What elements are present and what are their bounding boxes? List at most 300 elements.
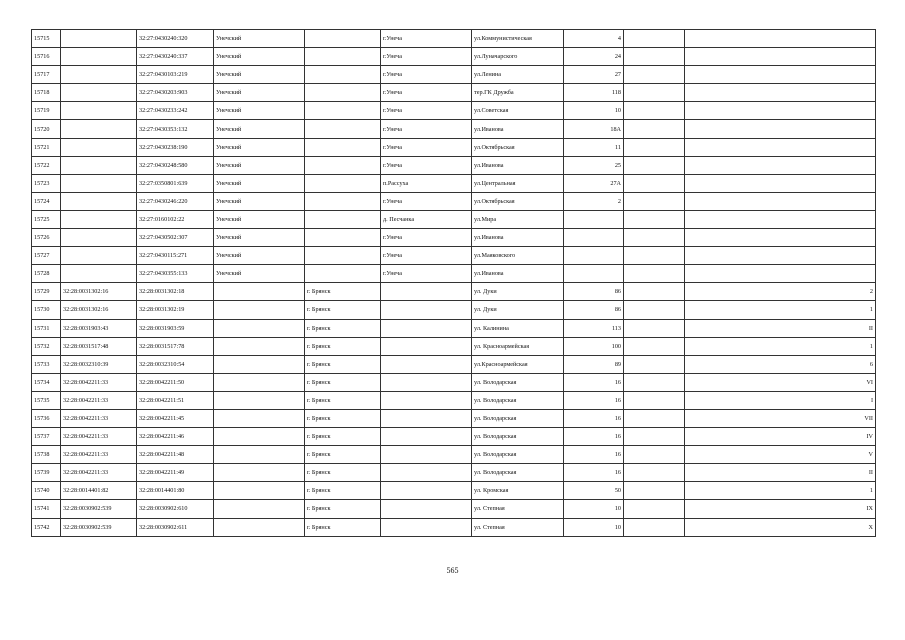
table-row xyxy=(32,84,876,102)
cell-street: ул. Кромская xyxy=(472,482,564,500)
cell-city xyxy=(305,192,381,210)
cell-house: 16 xyxy=(564,391,624,409)
cell-extra xyxy=(624,66,685,84)
cell-number: 15729 xyxy=(32,283,61,301)
cell-cadastral-number: 32:27:0160102:22 xyxy=(137,210,214,228)
cell-district: Унечский xyxy=(214,174,305,192)
cell-street: ул.Иванова xyxy=(472,156,564,174)
cell-premises xyxy=(685,30,876,48)
cell-locality xyxy=(381,482,472,500)
table-row xyxy=(32,48,876,66)
cell-district: Унечский xyxy=(214,138,305,156)
cell-street: ул.Луначарского xyxy=(472,48,564,66)
cell-locality xyxy=(381,518,472,536)
cell-number: 15733 xyxy=(32,355,61,373)
cell-extra xyxy=(624,301,685,319)
cell-city: г. Брянск xyxy=(305,446,381,464)
cell-cadastral-number: 32:27:0350801:639 xyxy=(137,174,214,192)
cell-locality: г.Унеча xyxy=(381,192,472,210)
cell-cadastral-number: 32:27:0430203:903 xyxy=(137,84,214,102)
cell-locality xyxy=(381,428,472,446)
cell-locality: г.Унеча xyxy=(381,265,472,283)
cell-cadastral-number: 32:27:0430246:220 xyxy=(137,192,214,210)
cell-premises: V xyxy=(685,446,876,464)
cell-previous-cadastral xyxy=(61,30,137,48)
cell-extra xyxy=(624,464,685,482)
cell-extra xyxy=(624,319,685,337)
cell-locality: г.Унеча xyxy=(381,30,472,48)
cell-locality: г.Унеча xyxy=(381,84,472,102)
cell-premises xyxy=(685,48,876,66)
cell-locality: д. Песчанка xyxy=(381,210,472,228)
cell-number: 15728 xyxy=(32,265,61,283)
cell-city: г. Брянск xyxy=(305,428,381,446)
cell-house: 2 xyxy=(564,192,624,210)
table-row xyxy=(32,66,876,84)
table-row xyxy=(32,102,876,120)
cell-street: ул. Володарская xyxy=(472,428,564,446)
table-row xyxy=(32,229,876,247)
cell-district: Унечский xyxy=(214,229,305,247)
cell-previous-cadastral xyxy=(61,138,137,156)
cell-district xyxy=(214,428,305,446)
cell-house: 27А xyxy=(564,174,624,192)
cell-number: 15726 xyxy=(32,229,61,247)
cell-locality: г.Унеча xyxy=(381,156,472,174)
table-row xyxy=(32,247,876,265)
cell-premises xyxy=(685,156,876,174)
cell-extra xyxy=(624,229,685,247)
cell-city xyxy=(305,265,381,283)
cell-previous-cadastral xyxy=(61,48,137,66)
cell-premises: VII xyxy=(685,409,876,427)
cell-extra xyxy=(624,138,685,156)
cell-extra xyxy=(624,337,685,355)
cell-previous-cadastral xyxy=(61,210,137,228)
cell-cadastral-number: 32:27:0430238:190 xyxy=(137,138,214,156)
cell-extra xyxy=(624,265,685,283)
cell-district: Унечский xyxy=(214,120,305,138)
cell-premises: II xyxy=(685,464,876,482)
cell-locality xyxy=(381,319,472,337)
cell-house: 4 xyxy=(564,30,624,48)
cell-street: ул. Красноармейская xyxy=(472,337,564,355)
cell-city: г. Брянск xyxy=(305,482,381,500)
cell-previous-cadastral xyxy=(61,102,137,120)
cell-cadastral-number: 32:27:0430233:242 xyxy=(137,102,214,120)
cell-number: 15725 xyxy=(32,210,61,228)
cell-district xyxy=(214,373,305,391)
cell-premises xyxy=(685,192,876,210)
cell-district: Унечский xyxy=(214,48,305,66)
cell-number: 15723 xyxy=(32,174,61,192)
cell-extra xyxy=(624,283,685,301)
cell-locality: г.Унеча xyxy=(381,48,472,66)
cell-cadastral-number: 32:28:0042211:49 xyxy=(137,464,214,482)
cell-number: 15738 xyxy=(32,446,61,464)
cell-cadastral-number: 32:28:0042211:46 xyxy=(137,428,214,446)
cell-number: 15727 xyxy=(32,247,61,265)
cell-district: Унечский xyxy=(214,102,305,120)
cell-cadastral-number: 32:27:0430103:219 xyxy=(137,66,214,84)
cell-cadastral-number: 32:27:0430240:320 xyxy=(137,30,214,48)
cell-city: г. Брянск xyxy=(305,409,381,427)
cell-cadastral-number: 32:28:0031302:18 xyxy=(137,283,214,301)
cell-house: 118 xyxy=(564,84,624,102)
cell-district xyxy=(214,482,305,500)
cell-premises xyxy=(685,138,876,156)
cell-city: г. Брянск xyxy=(305,319,381,337)
cell-city: г. Брянск xyxy=(305,301,381,319)
cell-previous-cadastral xyxy=(61,229,137,247)
cell-locality xyxy=(381,409,472,427)
cell-previous-cadastral: 32:28:0042211:33 xyxy=(61,373,137,391)
cell-number: 15722 xyxy=(32,156,61,174)
cell-street: ул.Октябрьская xyxy=(472,192,564,210)
cell-locality: г.Унеча xyxy=(381,102,472,120)
cell-city: г. Брянск xyxy=(305,464,381,482)
cell-premises xyxy=(685,66,876,84)
cell-previous-cadastral xyxy=(61,156,137,174)
cell-city: г. Брянск xyxy=(305,500,381,518)
cell-cadastral-number: 32:27:0430115:271 xyxy=(137,247,214,265)
cell-previous-cadastral: 32:28:0042211:33 xyxy=(61,428,137,446)
cell-extra xyxy=(624,174,685,192)
cell-district: Унечский xyxy=(214,265,305,283)
cell-street: ул. Дуки xyxy=(472,301,564,319)
table-row xyxy=(32,210,876,228)
cell-extra xyxy=(624,482,685,500)
cell-cadastral-number: 32:27:0430353:132 xyxy=(137,120,214,138)
cell-premises xyxy=(685,229,876,247)
cell-extra xyxy=(624,247,685,265)
cell-street: ул.Центральная xyxy=(472,174,564,192)
cell-locality xyxy=(381,446,472,464)
cell-district xyxy=(214,355,305,373)
cell-district xyxy=(214,464,305,482)
cell-premises xyxy=(685,102,876,120)
cell-city xyxy=(305,84,381,102)
table-row xyxy=(32,319,876,337)
cell-street: ул. Калинина xyxy=(472,319,564,337)
cell-extra xyxy=(624,391,685,409)
cell-locality xyxy=(381,283,472,301)
cell-previous-cadastral xyxy=(61,247,137,265)
cell-extra xyxy=(624,210,685,228)
cell-city: г. Брянск xyxy=(305,373,381,391)
cell-cadastral-number: 32:27:0430248:580 xyxy=(137,156,214,174)
cell-extra xyxy=(624,102,685,120)
cell-extra xyxy=(624,355,685,373)
cell-cadastral-number: 32:28:0030902:611 xyxy=(137,518,214,536)
cell-cadastral-number: 32:27:0430502:307 xyxy=(137,229,214,247)
cell-house: 16 xyxy=(564,446,624,464)
cell-house: 100 xyxy=(564,337,624,355)
cell-house xyxy=(564,247,624,265)
cell-extra xyxy=(624,30,685,48)
cell-extra xyxy=(624,192,685,210)
cell-house xyxy=(564,210,624,228)
cell-street: ул.Мира xyxy=(472,210,564,228)
table-row xyxy=(32,355,876,373)
cell-city xyxy=(305,156,381,174)
cell-number: 15734 xyxy=(32,373,61,391)
cell-locality xyxy=(381,301,472,319)
cell-house: 27 xyxy=(564,66,624,84)
cell-previous-cadastral: 32:28:0014401:82 xyxy=(61,482,137,500)
cell-city: г. Брянск xyxy=(305,355,381,373)
cell-number: 15730 xyxy=(32,301,61,319)
cell-cadastral-number: 32:28:0014401:80 xyxy=(137,482,214,500)
cell-premises: X xyxy=(685,518,876,536)
cell-city: г. Брянск xyxy=(305,283,381,301)
cell-extra xyxy=(624,48,685,66)
cell-premises: VI xyxy=(685,373,876,391)
cell-premises xyxy=(685,247,876,265)
cell-premises: 1 xyxy=(685,482,876,500)
table-row xyxy=(32,120,876,138)
cell-locality xyxy=(381,355,472,373)
cell-number: 15718 xyxy=(32,84,61,102)
cell-premises: 1 xyxy=(685,337,876,355)
cell-house: 16 xyxy=(564,428,624,446)
cell-street: тер.ГК Дружба xyxy=(472,84,564,102)
cell-house: 86 xyxy=(564,301,624,319)
cell-district xyxy=(214,409,305,427)
cell-street: ул.Иванова xyxy=(472,265,564,283)
cell-previous-cadastral: 32:28:0030902:539 xyxy=(61,500,137,518)
cell-number: 15717 xyxy=(32,66,61,84)
cell-previous-cadastral: 32:28:0042211:33 xyxy=(61,409,137,427)
cell-house: 16 xyxy=(564,409,624,427)
cell-house xyxy=(564,229,624,247)
table-row xyxy=(32,482,876,500)
table-row xyxy=(32,391,876,409)
cell-number: 15737 xyxy=(32,428,61,446)
cell-previous-cadastral: 32:28:0042211:33 xyxy=(61,446,137,464)
cell-previous-cadastral: 32:28:0032310:39 xyxy=(61,355,137,373)
cell-city xyxy=(305,174,381,192)
cell-previous-cadastral: 32:28:0031302:16 xyxy=(61,301,137,319)
table-row xyxy=(32,138,876,156)
cell-house: 89 xyxy=(564,355,624,373)
cell-city xyxy=(305,247,381,265)
cell-street: ул. Володарская xyxy=(472,446,564,464)
cell-cadastral-number: 32:28:0031903:59 xyxy=(137,319,214,337)
cell-locality: г.Унеча xyxy=(381,120,472,138)
cell-house: 10 xyxy=(564,500,624,518)
cell-extra xyxy=(624,120,685,138)
cell-premises: IV xyxy=(685,428,876,446)
cell-city xyxy=(305,120,381,138)
cell-locality: г.Унеча xyxy=(381,66,472,84)
cell-premises xyxy=(685,174,876,192)
cell-locality xyxy=(381,391,472,409)
cell-locality xyxy=(381,337,472,355)
cell-number: 15736 xyxy=(32,409,61,427)
cell-street: ул.Октябрьская xyxy=(472,138,564,156)
cell-cadastral-number: 32:27:0430355:133 xyxy=(137,265,214,283)
cell-house: 25 xyxy=(564,156,624,174)
cell-city xyxy=(305,138,381,156)
cell-extra xyxy=(624,373,685,391)
cell-premises xyxy=(685,120,876,138)
cell-locality: г.Унеча xyxy=(381,138,472,156)
cell-district xyxy=(214,337,305,355)
cell-house: 50 xyxy=(564,482,624,500)
cell-number: 15732 xyxy=(32,337,61,355)
cell-city xyxy=(305,48,381,66)
cell-district xyxy=(214,500,305,518)
cell-city xyxy=(305,210,381,228)
table-row xyxy=(32,30,876,48)
cell-street: ул.Иванова xyxy=(472,229,564,247)
cell-district: Унечский xyxy=(214,66,305,84)
cell-street: ул. Володарская xyxy=(472,391,564,409)
cell-street: ул.Красноармейская xyxy=(472,355,564,373)
table-row xyxy=(32,409,876,427)
cell-street: ул. Степная xyxy=(472,518,564,536)
cell-city xyxy=(305,102,381,120)
cell-cadastral-number: 32:28:0031517:78 xyxy=(137,337,214,355)
cell-locality xyxy=(381,500,472,518)
cell-number: 15719 xyxy=(32,102,61,120)
cell-district: Унечский xyxy=(214,30,305,48)
cell-city xyxy=(305,30,381,48)
cell-city: г. Брянск xyxy=(305,391,381,409)
cell-number: 15741 xyxy=(32,500,61,518)
cell-previous-cadastral: 32:28:0031302:16 xyxy=(61,283,137,301)
cell-street: ул. Степная xyxy=(472,500,564,518)
cell-district xyxy=(214,283,305,301)
table-row xyxy=(32,446,876,464)
cell-previous-cadastral xyxy=(61,174,137,192)
cell-district xyxy=(214,391,305,409)
table-row xyxy=(32,518,876,536)
cell-city: г. Брянск xyxy=(305,337,381,355)
table-row xyxy=(32,500,876,518)
cell-street: ул.Коммунистическая xyxy=(472,30,564,48)
cell-number: 15720 xyxy=(32,120,61,138)
cell-street: ул.Ленина xyxy=(472,66,564,84)
cell-street: ул.Маяковского xyxy=(472,247,564,265)
cell-previous-cadastral xyxy=(61,265,137,283)
cell-previous-cadastral: 32:28:0042211:33 xyxy=(61,464,137,482)
cell-street: ул.Советская xyxy=(472,102,564,120)
cell-number: 15742 xyxy=(32,518,61,536)
cell-district: Унечский xyxy=(214,156,305,174)
cell-cadastral-number: 32:28:0030902:610 xyxy=(137,500,214,518)
cell-number: 15731 xyxy=(32,319,61,337)
cell-number: 15735 xyxy=(32,391,61,409)
cell-extra xyxy=(624,84,685,102)
cell-street: ул. Володарская xyxy=(472,409,564,427)
cell-extra xyxy=(624,446,685,464)
cell-premises xyxy=(685,210,876,228)
cell-cadastral-number: 32:28:0042211:48 xyxy=(137,446,214,464)
cell-previous-cadastral xyxy=(61,192,137,210)
cell-city: г. Брянск xyxy=(305,518,381,536)
cell-district xyxy=(214,446,305,464)
table-row xyxy=(32,156,876,174)
cell-premises: 2 xyxy=(685,283,876,301)
cell-city xyxy=(305,229,381,247)
cell-street: ул. Володарская xyxy=(472,373,564,391)
cell-cadastral-number: 32:28:0031302:19 xyxy=(137,301,214,319)
cell-previous-cadastral xyxy=(61,120,137,138)
cell-house: 86 xyxy=(564,283,624,301)
cell-locality: г.Унеча xyxy=(381,247,472,265)
cell-house: 10 xyxy=(564,518,624,536)
cell-number: 15715 xyxy=(32,30,61,48)
table-row xyxy=(32,192,876,210)
cell-premises: IX xyxy=(685,500,876,518)
cell-street: ул.Иванова xyxy=(472,120,564,138)
cell-extra xyxy=(624,500,685,518)
cell-district: Унечский xyxy=(214,210,305,228)
cell-district: Унечский xyxy=(214,84,305,102)
cell-house xyxy=(564,265,624,283)
cell-district: Унечский xyxy=(214,247,305,265)
cell-locality: п.Рассуха xyxy=(381,174,472,192)
cell-premises: 6 xyxy=(685,355,876,373)
cell-district xyxy=(214,301,305,319)
cell-house: 24 xyxy=(564,48,624,66)
cell-premises xyxy=(685,84,876,102)
table-row xyxy=(32,464,876,482)
cell-house: 18А xyxy=(564,120,624,138)
cell-cadastral-number: 32:28:0032310:54 xyxy=(137,355,214,373)
cell-premises: II xyxy=(685,319,876,337)
cell-street: ул. Володарская xyxy=(472,464,564,482)
cell-house: 11 xyxy=(564,138,624,156)
cell-cadastral-number: 32:27:0430240:337 xyxy=(137,48,214,66)
table-row xyxy=(32,301,876,319)
cell-previous-cadastral xyxy=(61,84,137,102)
cell-premises: 1 xyxy=(685,301,876,319)
cell-extra xyxy=(624,156,685,174)
cell-locality xyxy=(381,464,472,482)
table-body xyxy=(32,30,876,537)
cell-number: 15739 xyxy=(32,464,61,482)
cell-district xyxy=(214,319,305,337)
cell-district xyxy=(214,518,305,536)
cell-city xyxy=(305,66,381,84)
cell-extra xyxy=(624,518,685,536)
cell-cadastral-number: 32:28:0042211:51 xyxy=(137,391,214,409)
cell-previous-cadastral: 32:28:0031517:48 xyxy=(61,337,137,355)
cell-house: 113 xyxy=(564,319,624,337)
cell-locality xyxy=(381,373,472,391)
cell-number: 15721 xyxy=(32,138,61,156)
table-row xyxy=(32,283,876,301)
table-row xyxy=(32,265,876,283)
cell-street: ул. Дуки xyxy=(472,283,564,301)
table-row xyxy=(32,337,876,355)
page-number: 565 xyxy=(446,566,459,575)
cell-cadastral-number: 32:28:0042211:45 xyxy=(137,409,214,427)
table-row xyxy=(32,428,876,446)
cell-previous-cadastral: 32:28:0031903:43 xyxy=(61,319,137,337)
cell-house: 16 xyxy=(564,373,624,391)
cell-number: 15716 xyxy=(32,48,61,66)
cell-house: 10 xyxy=(564,102,624,120)
cell-previous-cadastral xyxy=(61,66,137,84)
table-row xyxy=(32,174,876,192)
cell-cadastral-number: 32:28:0042211:50 xyxy=(137,373,214,391)
cell-premises xyxy=(685,265,876,283)
cell-previous-cadastral: 32:28:0030902:539 xyxy=(61,518,137,536)
